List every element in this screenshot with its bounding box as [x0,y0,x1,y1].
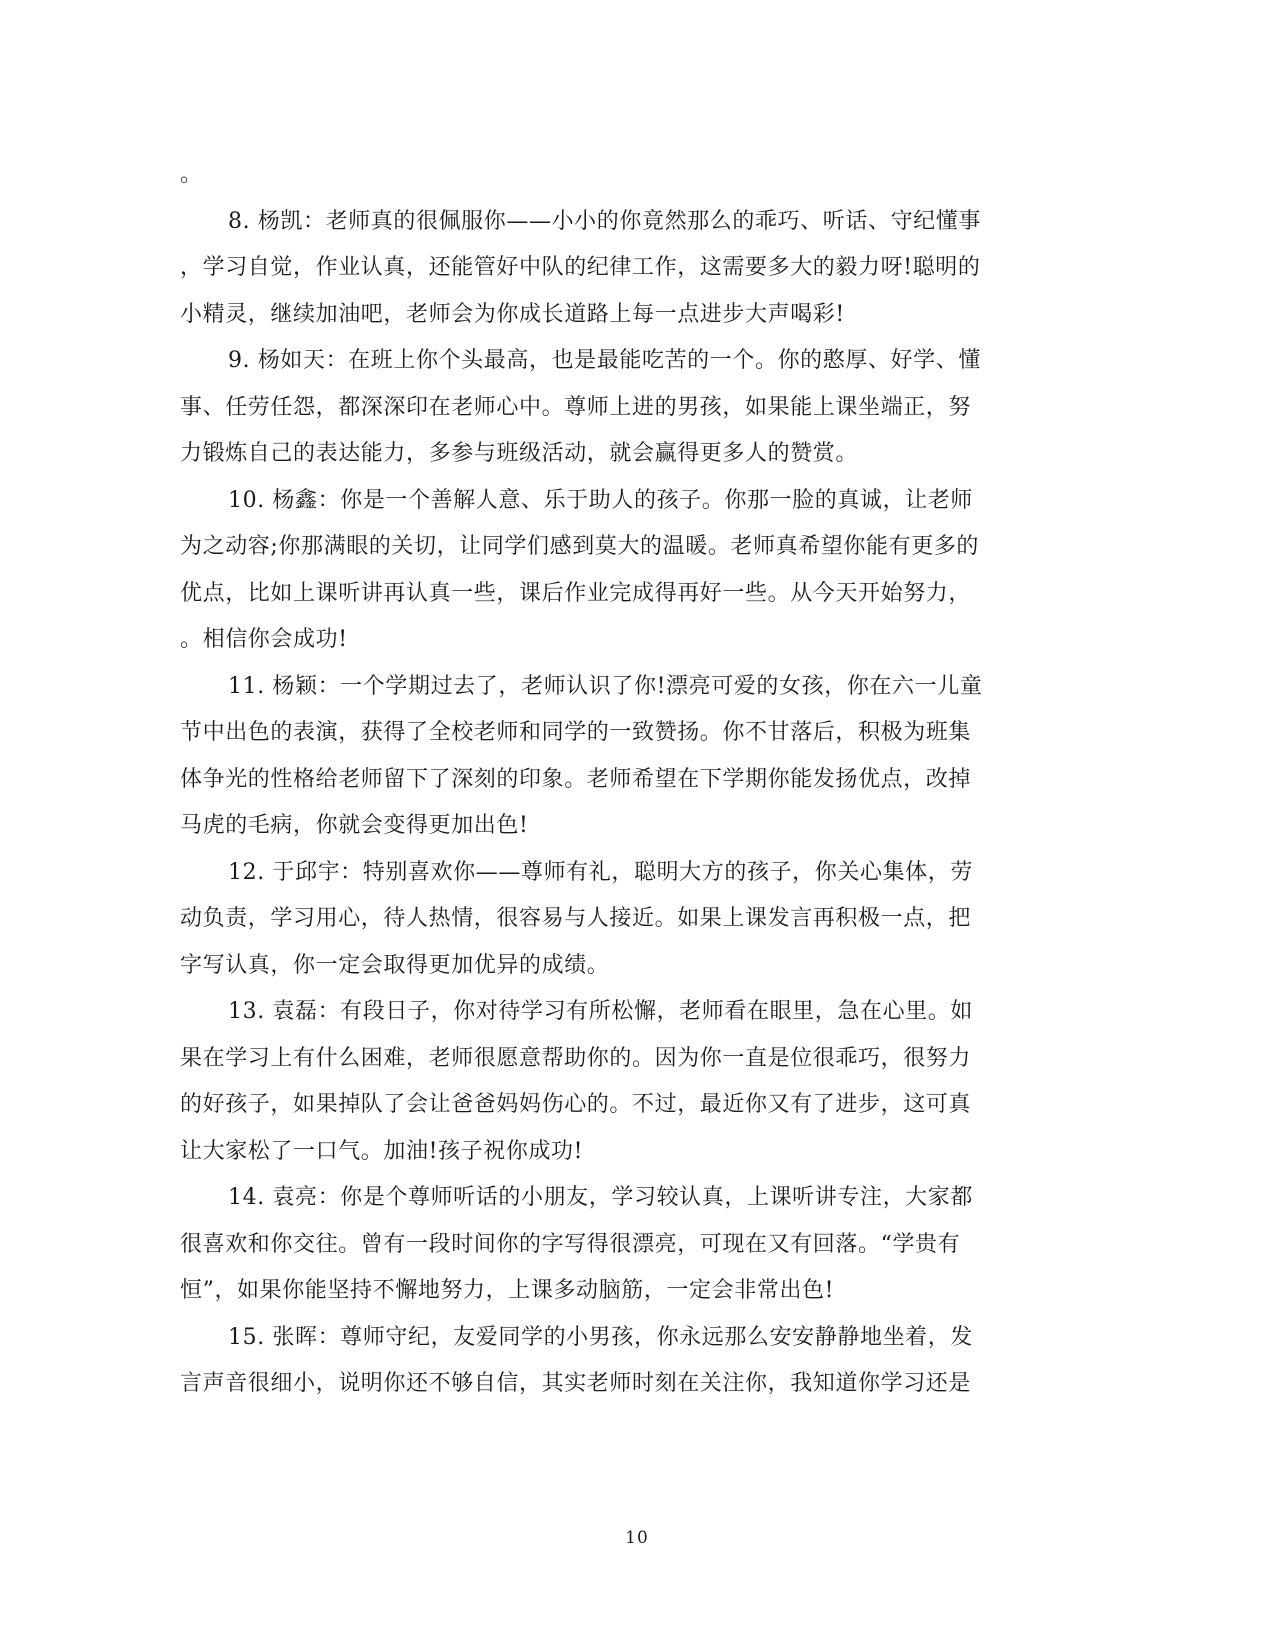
text-line: 优点，比如上课听讲再认真一些，课后作业完成得再好一些。从今天开始努力， [180,580,972,606]
text-line: 10. 杨鑫：你是一个善解人意、乐于助人的孩子。你那一脸的真诚，让老师 [228,487,973,513]
text-line: 。 [180,162,203,187]
text-line: 事、任劳任怨，都深深印在老师心中。尊师上进的男孩，如果能上课坐端正，努 [180,394,972,420]
text-line: 体争光的性格给老师留下了深刻的印象。老师希望在下学期你能发扬优点，改掉 [180,766,972,792]
page-number: 10 [625,1528,649,1548]
text-line: 字写认真，你一定会取得更加优异的成绩。 [180,952,610,978]
text-line: 动负责，学习用心，待人热情，很容易与人接近。如果上课发言再积极一点，把 [180,906,972,931]
text-line: 11. 杨颖：一个学期过去了，老师认识了你!漂亮可爱的女孩，你在六一儿童 [228,673,983,699]
text-line: 15. 张晖：尊师守纪，友爱同学的小男孩，你永远那么安安静静地坐着，发 [228,1324,973,1350]
text-line: 的好孩子，如果掉队了会让爸爸妈妈伤心的。不过，最近你又有了进步，这可真 [180,1092,972,1117]
text-line: 很喜欢和你交往。曾有一段时间你的字写得很漂亮，可现在又有回落。“学贵有 [180,1231,961,1257]
text-line: 13. 袁磊：有段日子，你对待学习有所松懈，老师看在眼里，急在心里。如 [228,999,973,1024]
text-line: 恒”，如果你能坚持不懈地努力，上课多动脑筋，一定会非常出色! [180,1278,835,1303]
text-line: 12. 于邱宇：特别喜欢你——尊师有礼，聪明大方的孩子，你关心集体，劳 [228,859,973,885]
document-body [180,152,1025,1408]
text-line: 14. 袁亮：你是个尊师听话的小朋友，学习较认真，上课听讲专注，大家都 [228,1185,973,1210]
text-line: 为之动容;你那满眼的关切，让同学们感到莫大的温暖。老师真希望你能有更多的 [180,534,980,559]
text-line: 让大家松了一口气。加油!孩子祝你成功! [180,1138,584,1164]
text-line: ，学习自觉，作业认真，还能管好中队的纪律工作，这需要多大的毅力呀!聪明的 [180,255,981,280]
text-line: 。相信你会成功! [180,627,348,652]
text-line: 力锻炼自己的表达能力，多参与班级活动，就会赢得更多人的赞赏。 [180,441,859,466]
text-line: 9. 杨如天：在班上你个头最高，也是最能吃苦的一个。你的憨厚、好学、懂 [228,348,981,373]
text-line: 马虎的毛病，你就会变得更加出色! [180,813,529,838]
text-line: 果在学习上有什么困难，老师很愿意帮助你的。因为你一直是位很乖巧，很努力 [180,1045,972,1071]
text-line: 8. 杨凯：老师真的很佩服你——小小的你竟然那么的乖巧、听话、守纪懂事 [228,208,981,234]
text-line: 言声音很细小，说明你还不够自信，其实老师时刻在关注你，我知道你学习还是 [180,1371,972,1396]
text-line: 节中出色的表演，获得了全校老师和同学的一致赞扬。你不甘落后，积极为班集 [180,720,972,745]
text-line: 小精灵，继续加油吧，老师会为你成长道路上每一点进步大声喝彩! [180,301,845,327]
